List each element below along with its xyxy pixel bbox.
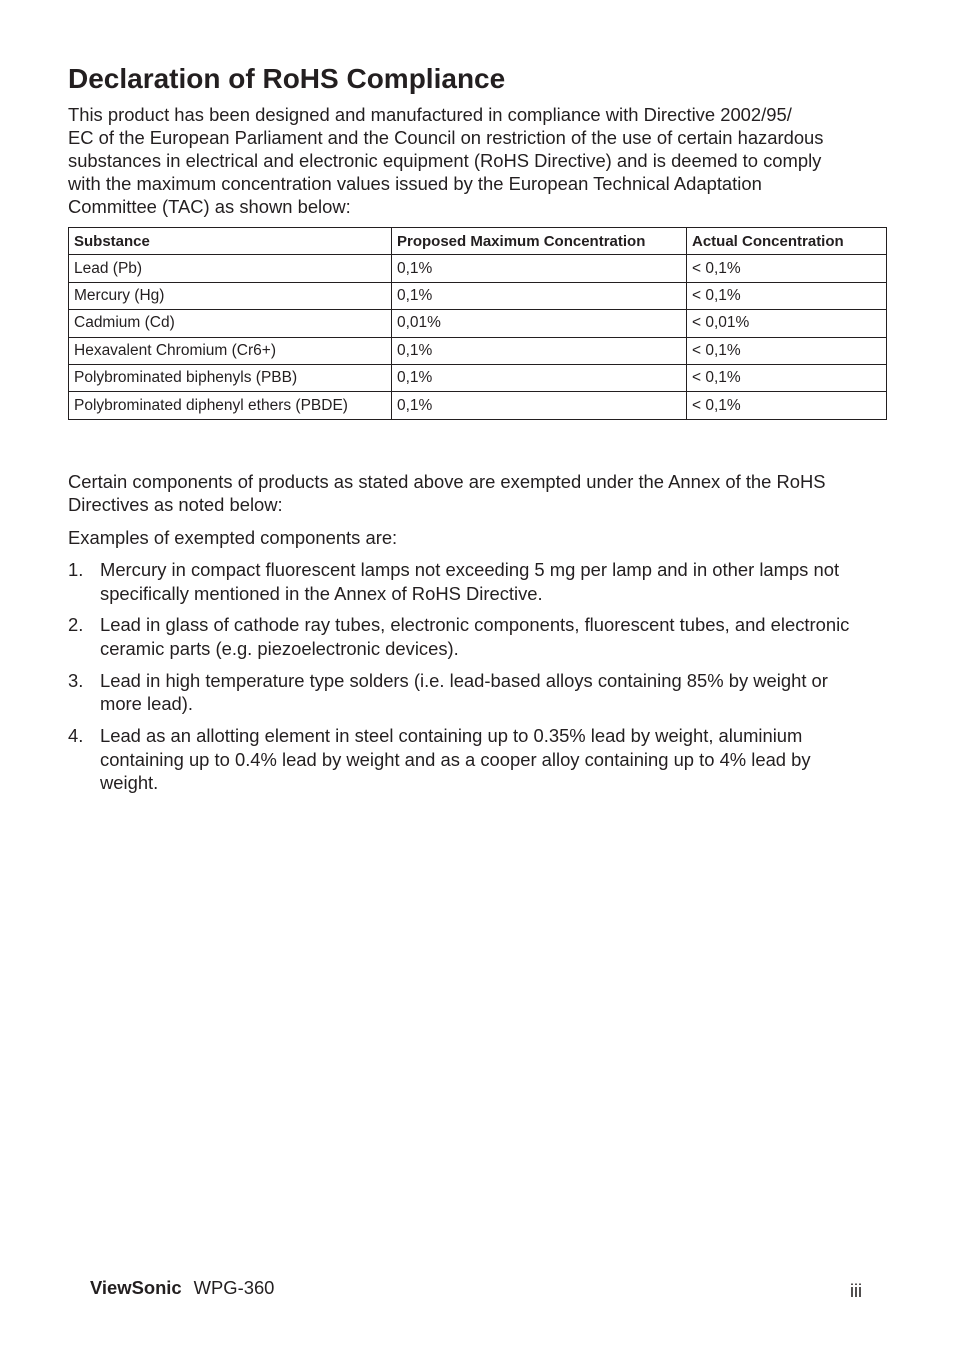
actual-cell: < 0,1% [687,364,887,391]
list-item-line: Mercury in compact fluorescent lamps not exceeding 5 mg per lamp and in other lamps not [100,559,840,580]
intro-line: with the maximum concentration values issued by the European Technical Adaptation [68,173,762,195]
rohs-concentration-table [68,227,887,420]
exemption-paragraph [68,470,886,516]
list-item-line: Lead in glass of cathode ray tubes, electronic components, fluorescent tubes, and electronic [100,614,850,636]
list-item-text [100,613,886,660]
list-item-number: 3. [68,669,84,691]
substance-cell: Hexavalent Chromium (Cr6+) [69,337,392,364]
table-header-row [69,228,887,255]
column-header-proposed-max: Proposed Maximum Concentration [392,228,687,255]
exemption-list [68,558,886,803]
list-item-number: 2. [68,614,84,636]
list-item-line: Lead in high temperature type solders (i.e. lead-based alloys containing 85% by weight or [100,669,828,691]
column-header-substance: Substance [69,228,392,255]
examples-intro: Examples of exempted components are: [68,527,398,548]
list-item-line: weight. [100,772,159,794]
footer-brand [90,1277,274,1299]
table-row [69,364,887,391]
actual-cell: < 0,1% [687,282,887,309]
list-item-number: 1. [68,559,84,580]
substance-cell: Polybrominated biphenyls (PBB) [69,364,392,391]
list-item [68,613,886,660]
table-row [69,255,887,282]
table-row [69,282,887,309]
table-row [69,310,887,337]
page-number: iii [850,1281,862,1301]
list-item-number: 4. [68,725,84,747]
proposed-max-cell: 0,1% [392,255,687,282]
model-name: WPG-360 [193,1277,275,1298]
actual-cell: < 0,1% [687,255,887,282]
table-row [69,337,887,364]
proposed-max-cell: 0,1% [392,337,687,364]
intro-paragraph [68,103,868,218]
list-item-text [100,669,886,716]
list-item-text [100,558,886,605]
list-item [68,724,886,795]
brand-name: ViewSonic [90,1277,182,1298]
list-item-line: ceramic parts (e.g. piezoelectronic devices). [100,637,459,659]
list-item-line: specifically mentioned in the Annex of RoHS Directive. [100,582,543,604]
proposed-max-cell: 0,1% [392,392,687,419]
substance-cell: Lead (Pb) [69,255,392,282]
intro-line: EC of the European Parliament and the Council on restriction of the use of certain hazardous [68,127,824,149]
intro-line: Committee (TAC) as shown below: [68,196,351,218]
proposed-max-cell: 0,1% [392,364,687,391]
list-item-line: more lead). [100,693,194,715]
list-item-line: containing up to 0.4% lead by weight and as a cooper alloy containing up to 4% lead by [100,748,811,770]
actual-cell: < 0,01% [687,310,887,337]
exemption-paragraph-line: Certain components of products as stated above are exempted under the Annex of the RoHS [68,471,826,492]
table-row [69,392,887,419]
proposed-max-cell: 0,1% [392,282,687,309]
list-item-line: Lead as an allotting element in steel containing up to 0.35% lead by weight, aluminium [100,725,803,747]
intro-line: This product has been designed and manufactured in compliance with Directive 2002/95/ [68,104,792,125]
actual-cell: < 0,1% [687,337,887,364]
list-item-text [100,724,886,795]
actual-cell: < 0,1% [687,392,887,419]
substance-cell: Cadmium (Cd) [69,310,392,337]
exemption-paragraph-line: Directives as noted below: [68,494,283,516]
proposed-max-cell: 0,01% [392,310,687,337]
list-item [68,669,886,716]
page-title: Declaration of RoHS Compliance [68,63,506,94]
intro-line: substances in electrical and electronic equipment (RoHS Directive) and is deemed to comply [68,150,822,172]
list-item [68,558,886,605]
column-header-actual: Actual Concentration [687,228,887,255]
substance-cell: Polybrominated diphenyl ethers (PBDE) [69,392,392,419]
substance-cell: Mercury (Hg) [69,282,392,309]
